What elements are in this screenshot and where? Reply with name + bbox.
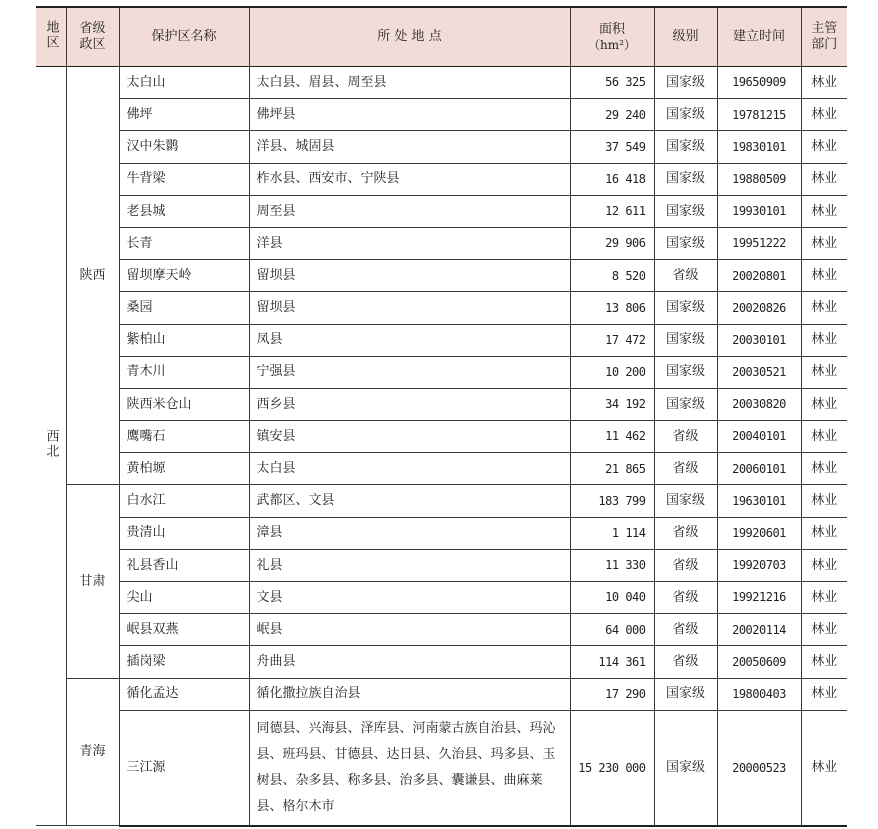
location-cell: 留坝县 xyxy=(249,292,570,324)
area-cell: 1 114 xyxy=(570,517,654,549)
area-unit: （hm²） xyxy=(588,37,636,52)
area-cell: 29 240 xyxy=(570,99,654,131)
level-cell: 国家级 xyxy=(654,67,717,99)
date-cell: 19781215 xyxy=(717,99,801,131)
table-row xyxy=(36,646,847,678)
date-cell: 19921216 xyxy=(717,582,801,614)
province-cell: 甘肃 xyxy=(66,485,119,678)
area-cell: 114 361 xyxy=(570,646,654,678)
level-cell: 国家级 xyxy=(654,99,717,131)
dept-cell: 林业 xyxy=(801,163,847,195)
area-cell: 34 192 xyxy=(570,388,654,420)
table-row xyxy=(36,710,847,826)
area-cell: 11 330 xyxy=(570,549,654,581)
table-row xyxy=(36,195,847,227)
dept-cell: 林业 xyxy=(801,421,847,453)
reserve-name: 长青 xyxy=(119,227,249,259)
reserve-name: 插岗梁 xyxy=(119,646,249,678)
dept-cell: 林业 xyxy=(801,292,847,324)
reserve-name: 白水江 xyxy=(119,485,249,517)
area-cell: 16 418 xyxy=(570,163,654,195)
location-cell: 太白县 xyxy=(249,453,570,485)
reserve-name: 佛坪 xyxy=(119,99,249,131)
level-cell: 国家级 xyxy=(654,292,717,324)
dept-cell: 林业 xyxy=(801,614,847,646)
level-cell: 省级 xyxy=(654,421,717,453)
date-cell: 20030521 xyxy=(717,356,801,388)
date-cell: 19800403 xyxy=(717,678,801,710)
date-cell: 19951222 xyxy=(717,227,801,259)
location-cell: 漳县 xyxy=(249,517,570,549)
level-cell: 国家级 xyxy=(654,388,717,420)
table-row xyxy=(36,388,847,420)
area-cell: 13 806 xyxy=(570,292,654,324)
location-cell: 舟曲县 xyxy=(249,646,570,678)
dept-cell: 林业 xyxy=(801,99,847,131)
reserve-name: 紫柏山 xyxy=(119,324,249,356)
level-cell: 国家级 xyxy=(654,131,717,163)
date-cell: 19650909 xyxy=(717,67,801,99)
dept-cell: 林业 xyxy=(801,646,847,678)
dept-cell: 林业 xyxy=(801,485,847,517)
level-cell: 国家级 xyxy=(654,163,717,195)
dept-cell: 林业 xyxy=(801,549,847,581)
area-cell: 17 290 xyxy=(570,678,654,710)
table-row xyxy=(36,131,847,163)
table-row xyxy=(36,582,847,614)
location-cell: 循化撒拉族自治县 xyxy=(249,678,570,710)
col-header-location: 所 处 地 点 xyxy=(249,7,570,67)
col-header-name: 保护区名称 xyxy=(119,7,249,67)
dept-cell: 林业 xyxy=(801,710,847,826)
table-row xyxy=(36,421,847,453)
area-cell: 37 549 xyxy=(570,131,654,163)
location-cell: 周至县 xyxy=(249,195,570,227)
reserve-name: 礼县香山 xyxy=(119,549,249,581)
location-cell: 佛坪县 xyxy=(249,99,570,131)
reserve-name: 汉中朱鹮 xyxy=(119,131,249,163)
location-cell: 柞水县、西安市、宁陕县 xyxy=(249,163,570,195)
table-row xyxy=(36,163,847,195)
location-cell: 留坝县 xyxy=(249,260,570,292)
date-cell: 19920601 xyxy=(717,517,801,549)
table-row xyxy=(36,678,847,710)
reserve-name: 太白山 xyxy=(119,67,249,99)
level-cell: 国家级 xyxy=(654,227,717,259)
date-cell: 19930101 xyxy=(717,195,801,227)
reserve-name: 陕西米仓山 xyxy=(119,388,249,420)
area-cell: 8 520 xyxy=(570,260,654,292)
nature-reserve-table xyxy=(36,6,847,827)
date-cell: 19920703 xyxy=(717,549,801,581)
level-cell: 省级 xyxy=(654,582,717,614)
table-row xyxy=(36,67,847,99)
location-cell: 宁强县 xyxy=(249,356,570,388)
date-cell: 20030101 xyxy=(717,324,801,356)
location-cell: 武都区、文县 xyxy=(249,485,570,517)
dept-cell: 林业 xyxy=(801,678,847,710)
date-cell: 20030820 xyxy=(717,388,801,420)
date-cell: 20020801 xyxy=(717,260,801,292)
dept-cell: 林业 xyxy=(801,356,847,388)
table-row xyxy=(36,356,847,388)
location-cell: 岷县 xyxy=(249,614,570,646)
reserve-name: 青木川 xyxy=(119,356,249,388)
dept-cell: 林业 xyxy=(801,388,847,420)
area-cell: 10 200 xyxy=(570,356,654,388)
dept-cell: 林业 xyxy=(801,227,847,259)
table-row xyxy=(36,99,847,131)
reserve-name: 循化孟达 xyxy=(119,678,249,710)
table-row xyxy=(36,227,847,259)
reserve-name: 黄柏塬 xyxy=(119,453,249,485)
location-cell: 洋县、城固县 xyxy=(249,131,570,163)
date-cell: 19880509 xyxy=(717,163,801,195)
date-cell: 19630101 xyxy=(717,485,801,517)
table-row xyxy=(36,453,847,485)
level-cell: 省级 xyxy=(654,614,717,646)
table-body xyxy=(36,67,847,826)
province-cell: 陕西 xyxy=(66,67,119,485)
col-header-level: 级别 xyxy=(654,7,717,67)
area-cell: 11 462 xyxy=(570,421,654,453)
table-row xyxy=(36,614,847,646)
area-cell: 12 611 xyxy=(570,195,654,227)
location-cell: 文县 xyxy=(249,582,570,614)
date-cell: 20020114 xyxy=(717,614,801,646)
reserve-name: 老县城 xyxy=(119,195,249,227)
date-cell: 20020826 xyxy=(717,292,801,324)
table-row xyxy=(36,292,847,324)
table-row xyxy=(36,549,847,581)
level-cell: 国家级 xyxy=(654,324,717,356)
area-label: 面积 xyxy=(598,22,625,37)
date-cell: 20000523 xyxy=(717,710,801,826)
col-header-province: 省级政区 xyxy=(66,7,119,67)
level-cell: 省级 xyxy=(654,517,717,549)
area-cell: 29 906 xyxy=(570,227,654,259)
dept-cell: 林业 xyxy=(801,453,847,485)
table-row xyxy=(36,324,847,356)
region-label: 西北 xyxy=(43,428,59,459)
area-cell: 15 230 000 xyxy=(570,710,654,826)
location-cell: 礼县 xyxy=(249,549,570,581)
col-header-area xyxy=(570,7,654,67)
location-cell: 凤县 xyxy=(249,324,570,356)
level-cell: 国家级 xyxy=(654,356,717,388)
date-cell: 20050609 xyxy=(717,646,801,678)
reserve-name: 三江源 xyxy=(119,710,249,826)
location-cell: 同德县、兴海县、泽库县、河南蒙古族自治县、玛沁县、班玛县、甘德县、达日县、久治县、玛多县、玉树县、杂多县、称多县、治多县、囊谦县、曲麻莱县、格尔木市 xyxy=(249,710,570,826)
reserve-name: 鹰嘴石 xyxy=(119,421,249,453)
level-cell: 国家级 xyxy=(654,678,717,710)
dept-cell: 林业 xyxy=(801,67,847,99)
level-cell: 省级 xyxy=(654,646,717,678)
dept-cell: 林业 xyxy=(801,582,847,614)
header-row xyxy=(36,7,847,67)
area-cell: 64 000 xyxy=(570,614,654,646)
level-cell: 国家级 xyxy=(654,485,717,517)
level-cell: 省级 xyxy=(654,260,717,292)
area-cell: 10 040 xyxy=(570,582,654,614)
level-cell: 国家级 xyxy=(654,195,717,227)
dept-cell: 林业 xyxy=(801,517,847,549)
location-cell: 洋县 xyxy=(249,227,570,259)
area-cell: 21 865 xyxy=(570,453,654,485)
col-header-region: 地区 xyxy=(36,7,66,67)
area-cell: 56 325 xyxy=(570,67,654,99)
col-header-date: 建立时间 xyxy=(717,7,801,67)
reserve-name: 贵清山 xyxy=(119,517,249,549)
dept-cell: 林业 xyxy=(801,195,847,227)
province-cell: 青海 xyxy=(66,678,119,826)
reserve-name: 尖山 xyxy=(119,582,249,614)
level-cell: 省级 xyxy=(654,549,717,581)
reserve-name: 牛背梁 xyxy=(119,163,249,195)
reserve-name: 留坝摩天岭 xyxy=(119,260,249,292)
table-row xyxy=(36,485,847,517)
dept-cell: 林业 xyxy=(801,324,847,356)
date-cell: 20060101 xyxy=(717,453,801,485)
level-cell: 国家级 xyxy=(654,710,717,826)
date-cell: 20040101 xyxy=(717,421,801,453)
level-cell: 省级 xyxy=(654,453,717,485)
reserve-name: 桑园 xyxy=(119,292,249,324)
col-header-dept: 主管部门 xyxy=(801,7,847,67)
reserve-name: 岷县双燕 xyxy=(119,614,249,646)
date-cell: 19830101 xyxy=(717,131,801,163)
area-cell: 183 799 xyxy=(570,485,654,517)
dept-cell: 林业 xyxy=(801,131,847,163)
region-cell xyxy=(36,67,66,826)
table-row xyxy=(36,260,847,292)
table-row xyxy=(36,517,847,549)
location-cell: 太白县、眉县、周至县 xyxy=(249,67,570,99)
dept-cell: 林业 xyxy=(801,260,847,292)
area-cell: 17 472 xyxy=(570,324,654,356)
location-cell: 镇安县 xyxy=(249,421,570,453)
location-cell: 西乡县 xyxy=(249,388,570,420)
